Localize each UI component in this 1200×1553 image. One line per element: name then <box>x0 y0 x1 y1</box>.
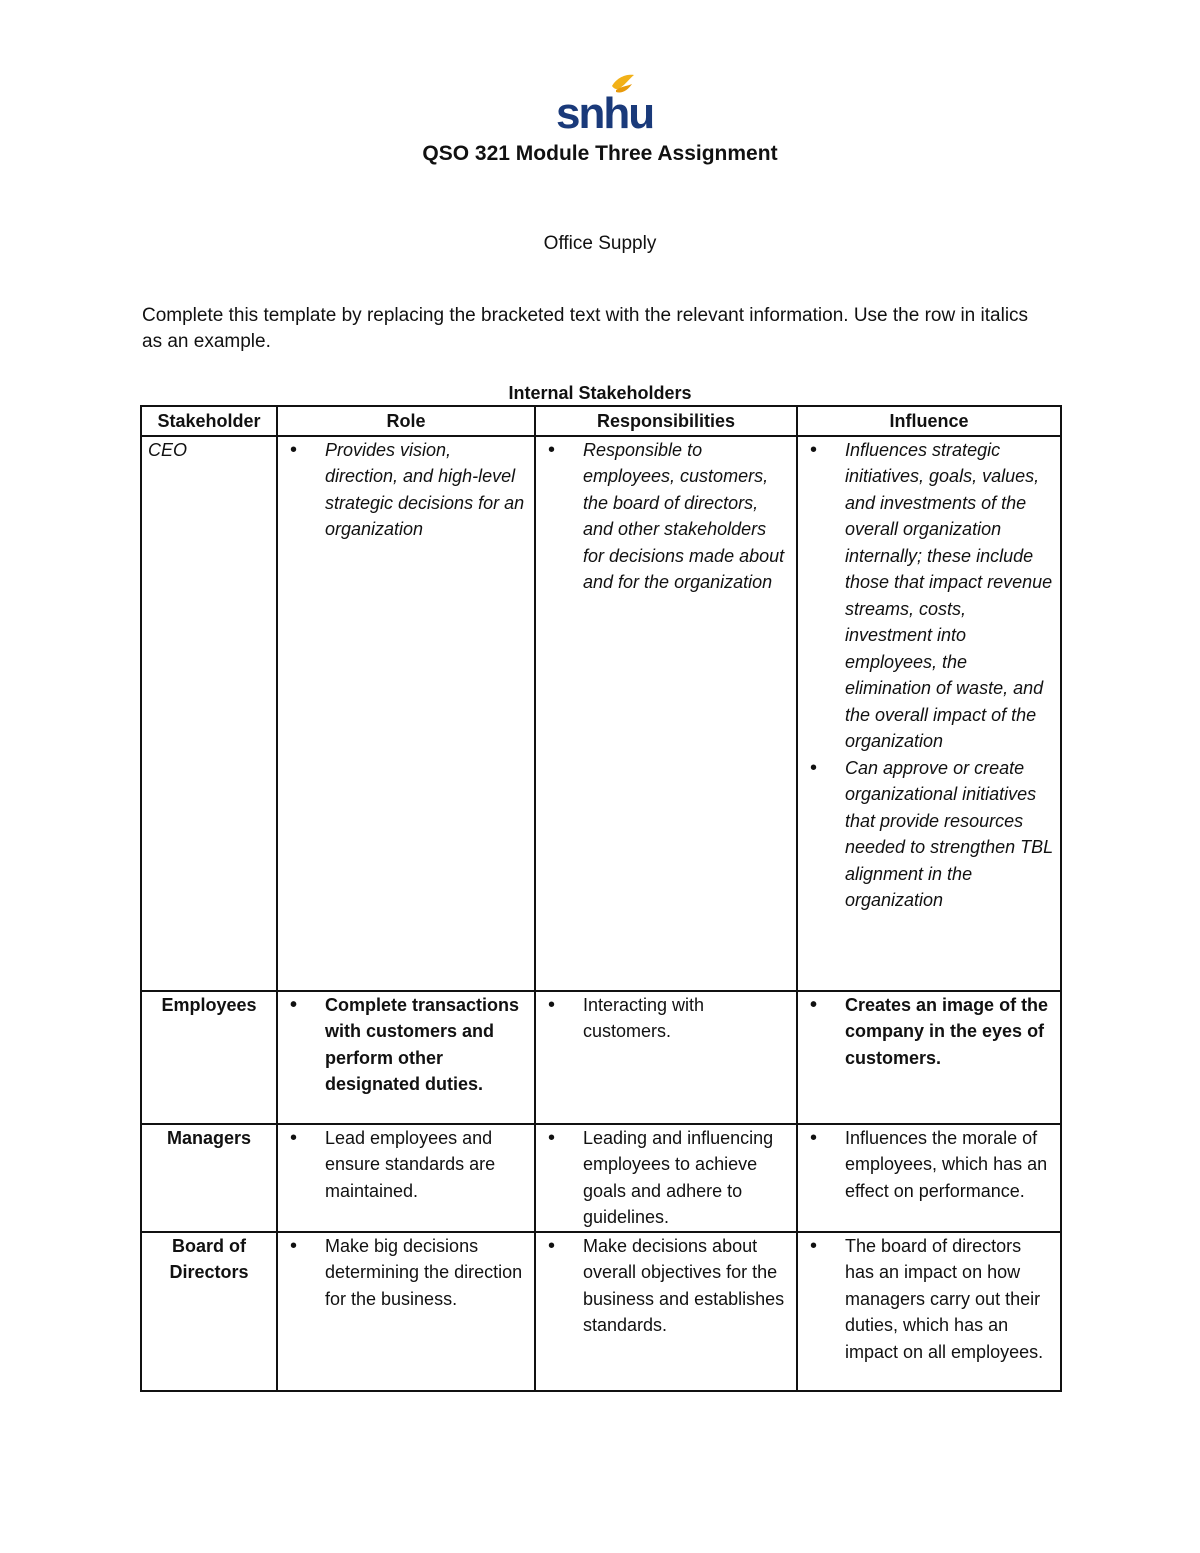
list-item: • Interacting with customers. <box>542 992 790 1045</box>
responsibilities-cell <box>535 436 797 991</box>
stakeholder-cell: Employees <box>141 991 277 1124</box>
role-cell <box>277 436 535 991</box>
header-influence: Influence <box>797 406 1061 436</box>
table-title: Internal Stakeholders <box>508 383 692 403</box>
role-cell <box>277 991 535 1124</box>
list-item: • The board of directors has an impact on how managers carry out their duties, which has an impact on all employees. <box>804 1233 1054 1366</box>
influence-cell <box>797 436 1061 991</box>
list-item: • Can approve or create organizational initiatives that provide resources needed to strengthen TBL alignment in the organization <box>804 755 1054 914</box>
snhu-logo <box>554 72 654 138</box>
header-stakeholder: Stakeholder <box>141 406 277 436</box>
influence-cell <box>797 1124 1061 1232</box>
influence-cell <box>797 991 1061 1124</box>
list-item: • Creates an image of the company in the eyes of customers. <box>804 992 1054 1072</box>
list-item: • Make big decisions determining the direction for the business. <box>284 1233 528 1313</box>
list-item: • Leading and influencing employees to achieve goals and adhere to guidelines. <box>542 1125 790 1231</box>
document-subtitle: Office Supply <box>543 233 657 254</box>
table-row <box>141 436 1061 991</box>
table-row <box>141 1124 1061 1232</box>
influence-cell <box>797 1232 1061 1391</box>
list-item: • Provides vision, direction, and high-level strategic decisions for an organization <box>284 437 528 543</box>
stakeholder-table <box>140 405 1062 1392</box>
responsibilities-cell <box>535 1124 797 1232</box>
logo <box>0 72 1200 138</box>
header-responsibilities: Responsibilities <box>535 406 797 436</box>
table-row <box>141 991 1061 1124</box>
instructions: Complete this template by replacing the bracketed text with the relevant information. Use the row in italics as an example. <box>142 305 1029 352</box>
role-cell <box>277 1232 535 1391</box>
list-item: • Influences the morale of employees, which has an effect on performance. <box>804 1125 1054 1205</box>
stakeholder-cell: Board of Directors <box>141 1232 277 1391</box>
header-role: Role <box>277 406 535 436</box>
table-header-row <box>141 406 1061 436</box>
list-item: • Responsible to employees, customers, the board of directors, and other stakeholders for decisions made about and for the organization <box>542 437 790 596</box>
responsibilities-cell <box>535 991 797 1124</box>
role-cell <box>277 1124 535 1232</box>
stakeholder-cell: CEO <box>141 436 277 991</box>
list-item: • Complete transactions with customers and perform other designated duties. <box>284 992 528 1098</box>
table-row <box>141 1232 1061 1391</box>
list-item: • Influences strategic initiatives, goals, values, and investments of the overall organization internally; these include those that impact revenue streams, costs, investment into employees, the elimination of waste, and the overall impact of the organization <box>804 437 1054 755</box>
list-item: • Make decisions about overall objectives for the business and establishes standards. <box>542 1233 790 1339</box>
responsibilities-cell <box>535 1232 797 1391</box>
logo-text: snhu <box>556 89 654 138</box>
list-item: • Lead employees and ensure standards are maintained. <box>284 1125 528 1205</box>
stakeholder-cell: Managers <box>141 1124 277 1232</box>
document-title: QSO 321 Module Three Assignment <box>422 142 778 165</box>
